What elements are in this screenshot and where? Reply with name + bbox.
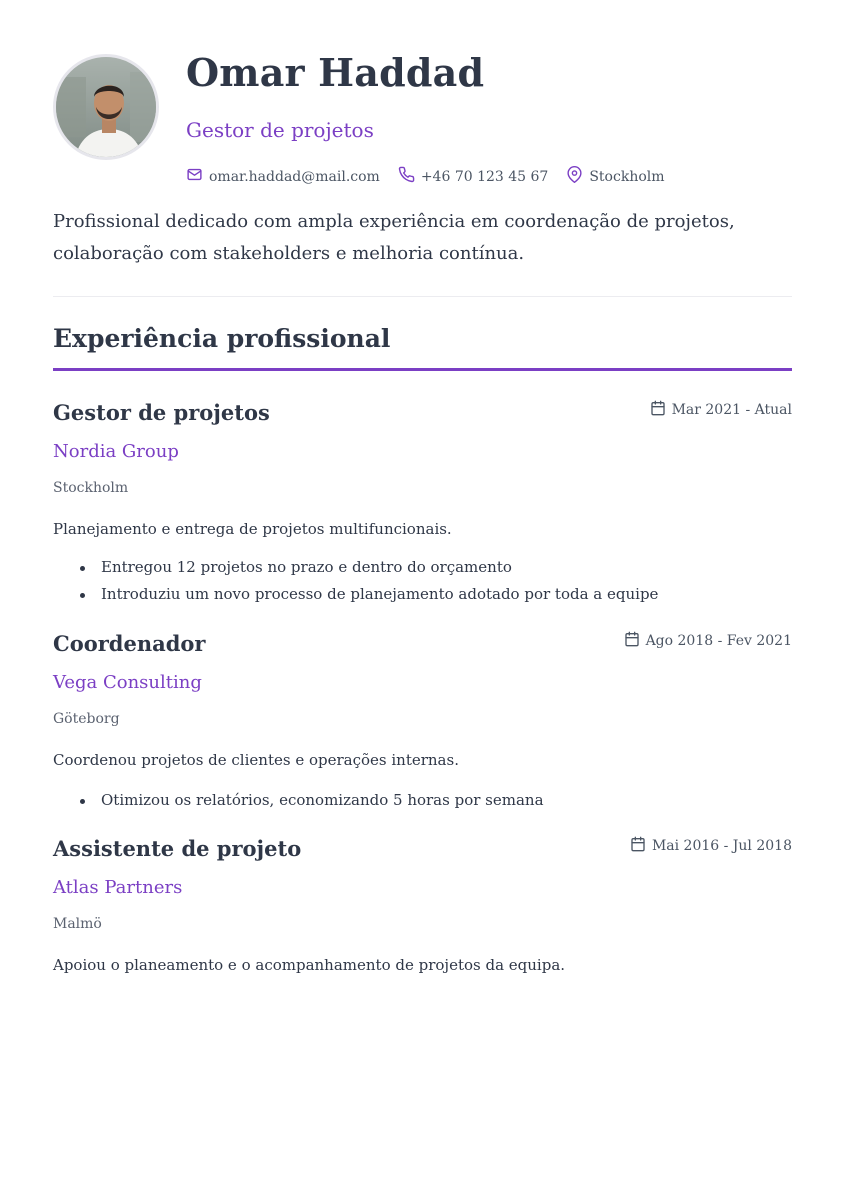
contact-phone[interactable] bbox=[398, 166, 549, 187]
job-title: Assistente de projeto bbox=[53, 836, 302, 861]
job-company: Vega Consulting bbox=[53, 672, 202, 693]
profile-summary: Profissional dedicado com ampla experiência em coordenação de projetos, colaboração com stakeholders e melhoria contínua. bbox=[53, 211, 735, 264]
job-company: Atlas Partners bbox=[53, 877, 183, 898]
job-title: Coordenador bbox=[53, 631, 206, 656]
achievement-item: Otimizou os relatórios, economizando 5 horas por semana bbox=[53, 787, 544, 814]
job-company: Nordia Group bbox=[53, 441, 179, 462]
resume-page bbox=[53, 0, 792, 974]
job-entry bbox=[53, 836, 792, 986]
job-dates bbox=[650, 400, 792, 420]
phone-text: +46 70 123 45 67 bbox=[420, 168, 549, 185]
job-entry bbox=[53, 400, 792, 610]
job-dates-text: Ago 2018 - Fev 2021 bbox=[645, 633, 792, 649]
job-achievements bbox=[53, 787, 544, 814]
contact-location bbox=[566, 166, 664, 187]
contact-info bbox=[186, 166, 665, 187]
job-location: Malmö bbox=[53, 916, 102, 932]
achievement-item: Introduziu um novo processo de planejamento adotado por toda a equipe bbox=[53, 581, 658, 608]
job-achievements bbox=[53, 554, 658, 608]
calendar-icon bbox=[650, 400, 666, 420]
job-location: Stockholm bbox=[53, 480, 129, 496]
section-rule bbox=[53, 368, 792, 371]
job-description: Coordenou projetos de clientes e operações internas. bbox=[53, 751, 459, 769]
achievement-item: Entregou 12 projetos no prazo e dentro do orçamento bbox=[53, 554, 658, 581]
section-title-experience: Experiência profissional bbox=[53, 324, 391, 353]
email-text: omar.haddad@mail.com bbox=[209, 168, 380, 185]
phone-icon bbox=[398, 166, 415, 187]
mail-icon bbox=[186, 166, 203, 187]
location-text: Stockholm bbox=[589, 168, 665, 185]
calendar-icon bbox=[630, 836, 646, 856]
divider bbox=[53, 296, 792, 297]
job-entry bbox=[53, 631, 792, 821]
job-description: Planejamento e entrega de projetos multifuncionais. bbox=[53, 520, 452, 538]
map-pin-icon bbox=[566, 166, 583, 187]
job-title: Gestor de projetos bbox=[53, 400, 270, 425]
resume-header bbox=[53, 0, 792, 190]
job-dates bbox=[624, 631, 792, 651]
calendar-icon bbox=[624, 631, 640, 651]
job-dates bbox=[630, 836, 792, 856]
job-location: Göteborg bbox=[53, 711, 120, 727]
avatar bbox=[53, 54, 159, 160]
candidate-name: Omar Haddad bbox=[186, 50, 485, 95]
job-description: Apoiou o planeamento e o acompanhamento de projetos da equipa. bbox=[53, 956, 566, 974]
job-dates-text: Mar 2021 - Atual bbox=[671, 402, 792, 418]
candidate-role: Gestor de projetos bbox=[186, 118, 374, 142]
contact-email[interactable] bbox=[186, 166, 380, 187]
job-dates-text: Mai 2016 - Jul 2018 bbox=[651, 838, 792, 854]
